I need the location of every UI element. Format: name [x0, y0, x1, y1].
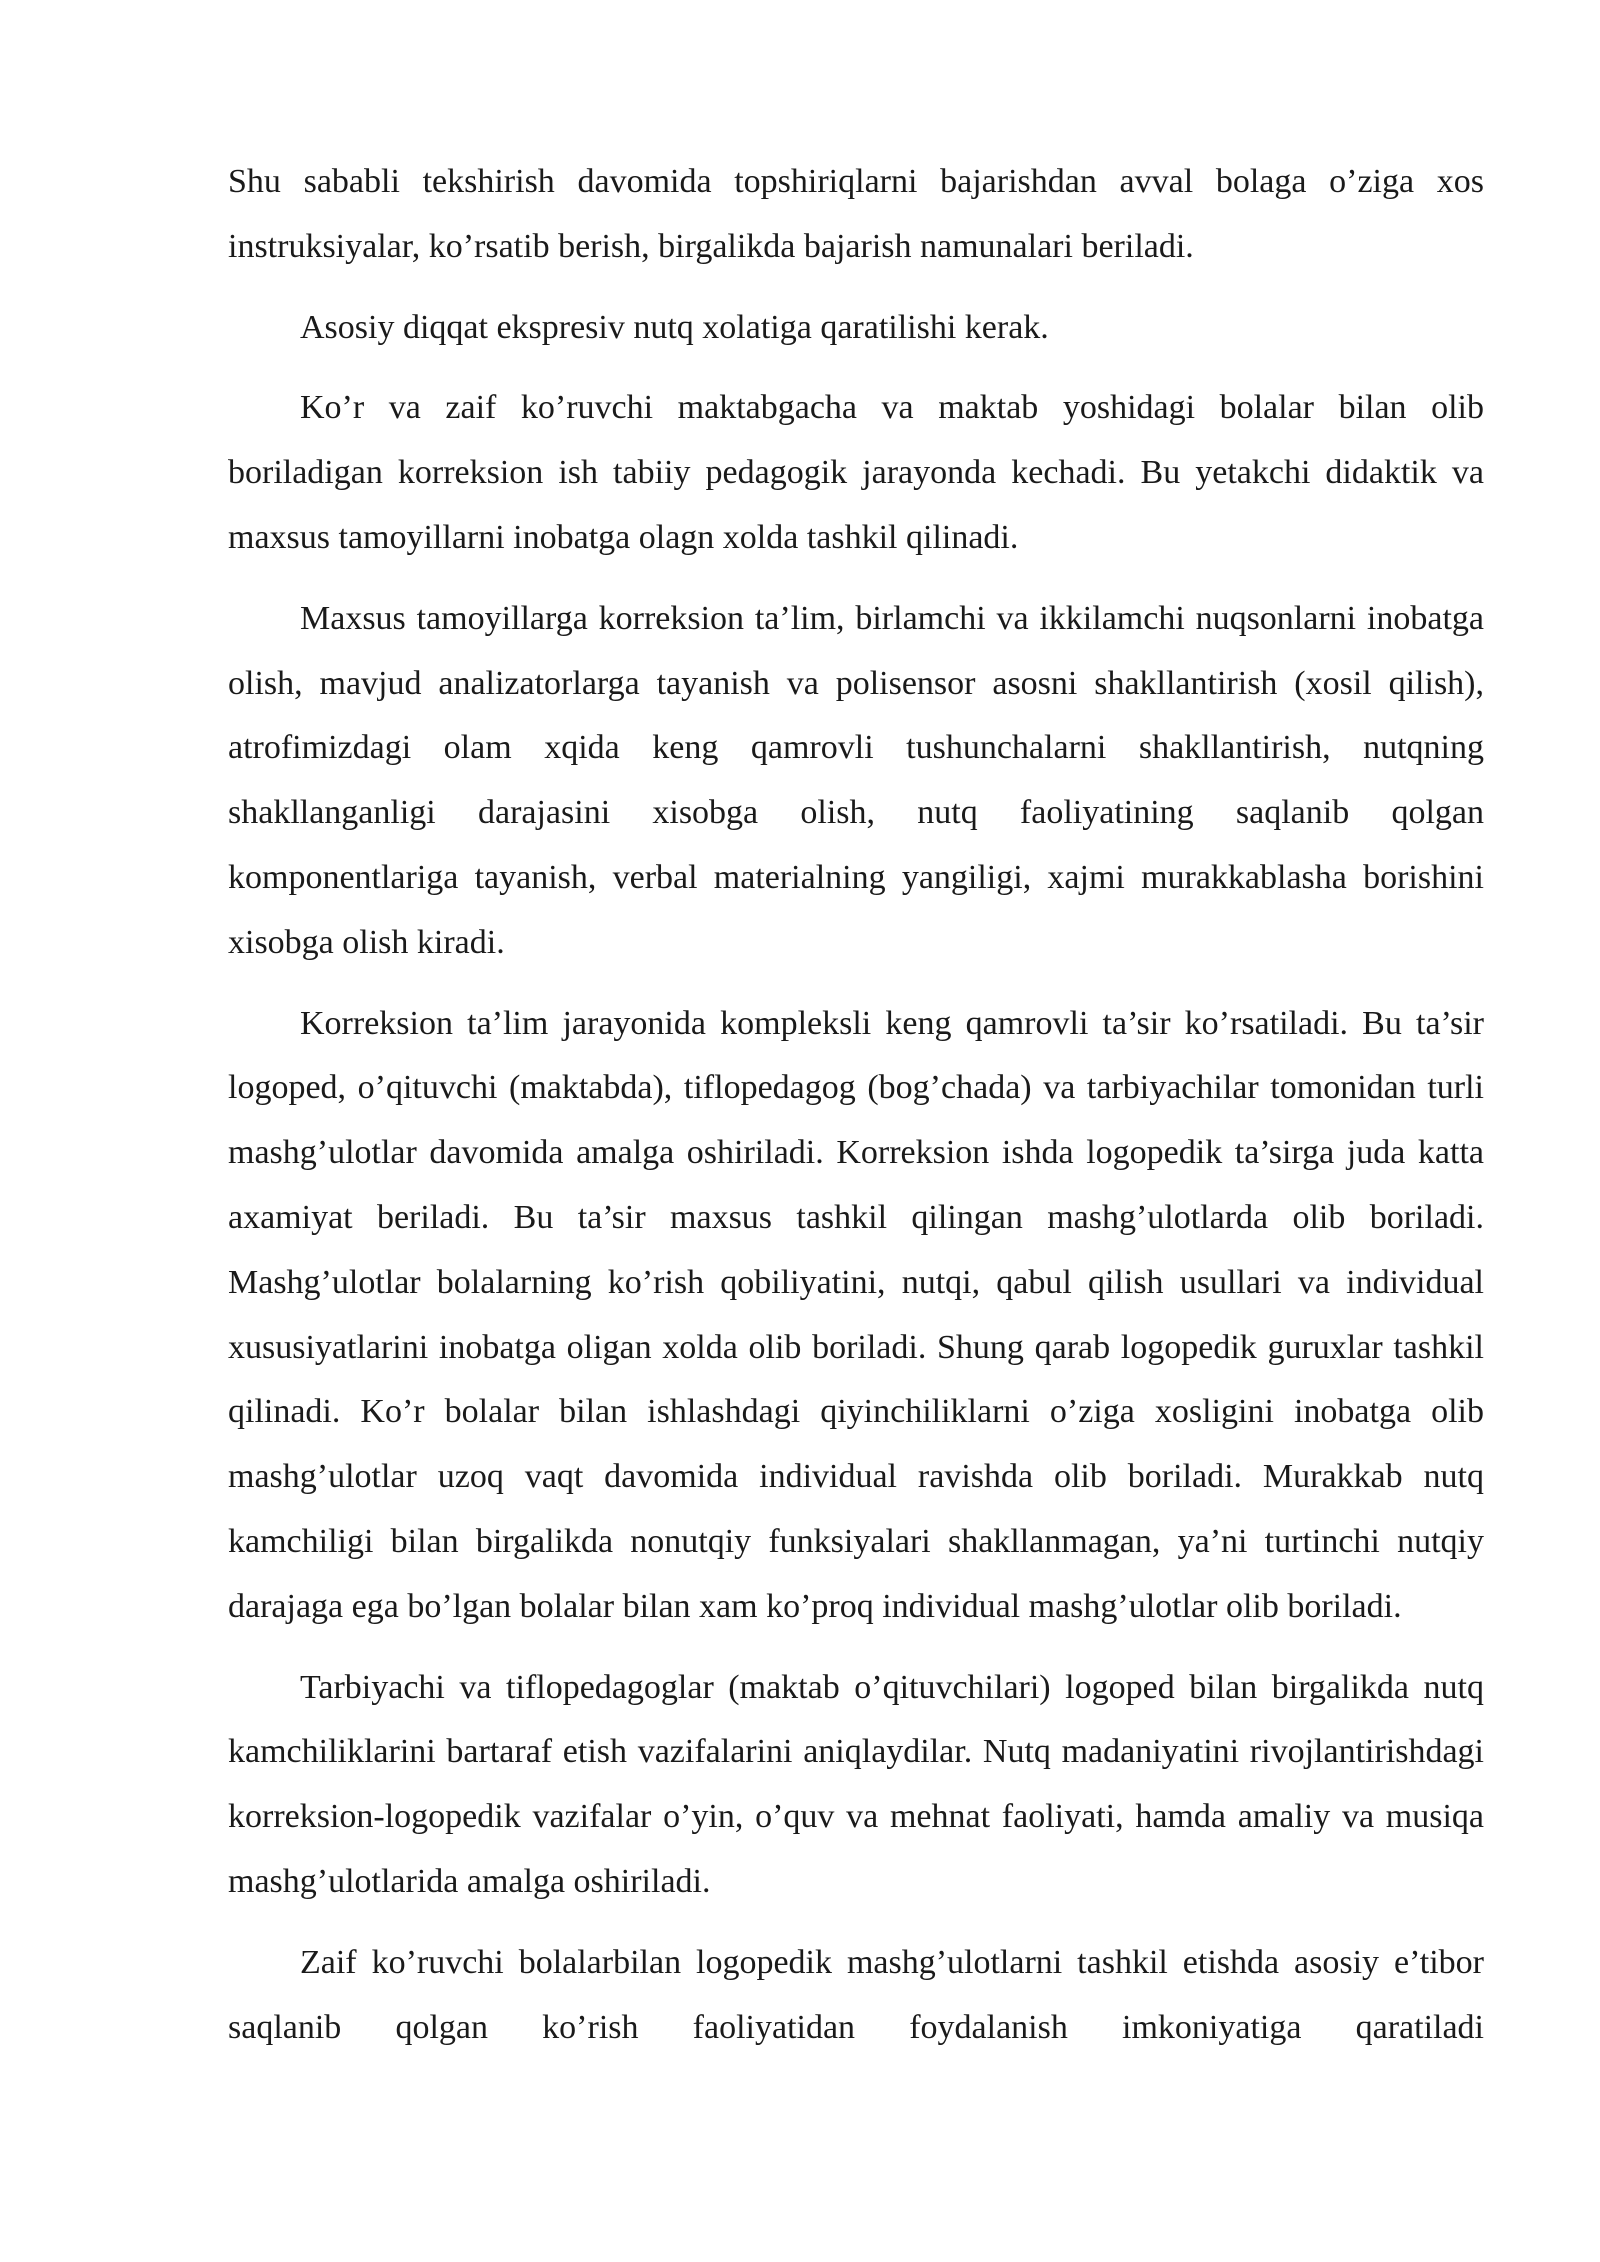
document-page	[228, 150, 1484, 2060]
paragraph-5: Korreksion ta’lim jarayonida kompleksli keng qamrovli ta’sir ko’rsatiladi. Bu ta’sir logoped, o’qituvchi (maktabda), tiflopedagog (bog’chada) va tarbiyachilar tomonidan turli mashg’ulotlar davomida amalga oshiriladi. Korreksion ishda logopedik ta’sirga juda katta axamiyat beriladi. Bu ta’sir maxsus tashkil qilingan mashg’ulotlarda olib boriladi. Mashg’ulotlar bolalarning ko’rish qobiliyatini, nutqi, qabul qilish usullari va individual xususiyatlarini inobatga oligan xolda olib boriladi. Shung qarab logopedik guruxlar tashkil qilinadi. Ko’r bolalar bilan ishlashdagi qiyinchiliklarni o’ziga xosligini inobatga olib mashg’ulotlar uzoq vaqt davomida individual ravishda olib boriladi. Murakkab nutq kamchiligi bilan birgalikda nonutqiy funksiyalari shakllanmagan, ya’ni turtinchi nutqiy darajaga ega bo’lgan bolalar bilan xam ko’proq individual mashg’ulotlar olib boriladi.	[228, 1004, 1484, 1625]
paragraph-6: Tarbiyachi va tiflopedagoglar (maktab o’qituvchilari) logoped bilan birgalikda nutq kamchiliklarini bartaraf etish vazifalarini aniqlaydilar. Nutq madaniyatini rivojlantirishdagi korreksion-logopedik vazifalar o’yin, o’quv va mehnat faoliyati, hamda amaliy va musiqa mashg’ulotlarida amalga oshiriladi.	[228, 1668, 1484, 1900]
paragraph-1: Shu sababli tekshirish davomida topshiriqlarni bajarishdan avval bolaga o’ziga xos instruksiyalar, ko’rsatib berish, birgalikda bajarish namunalari beriladi.	[228, 163, 1484, 265]
paragraph-4: Maxsus tamoyillarga korreksion ta’lim, birlamchi va ikkilamchi nuqsonlarni inobatga olish, mavjud analizatorlarga tayanish va polisensor asosni shakllantirish (xosil qilish), atrofimizdagi olam xqida keng qamrovli tushunchalarni shakllantirish, nutqning shakllanganligi darajasini xisobga olish, nutq faoliyatining saqlanib qolgan komponentlariga tayanish, verbal materialning yangiligi, xajmi murakkablasha borishini xisobga olish kiradi.	[228, 599, 1484, 961]
paragraph-7: Zaif ko’ruvchi bolalarbilan logopedik mashg’ulotlarni tashkil etishda asosiy e’tibor saqlanib qolgan ko’rish faoliyatidan foydalanish imkoniyatiga qaratiladi	[228, 1943, 1484, 2046]
paragraph-3: Ko’r va zaif ko’ruvchi maktabgacha va maktab yoshidagi bolalar bilan olib boriladigan korreksion ish tabiiy pedagogik jarayonda kechadi. Bu yetakchi didaktik va maxsus tamoyillarni inobatga olagn xolda tashkil qilinadi.	[228, 389, 1484, 556]
paragraph-2: Asosiy diqqat ekspresiv nutq xolatiga qaratilishi kerak.	[300, 308, 1049, 346]
